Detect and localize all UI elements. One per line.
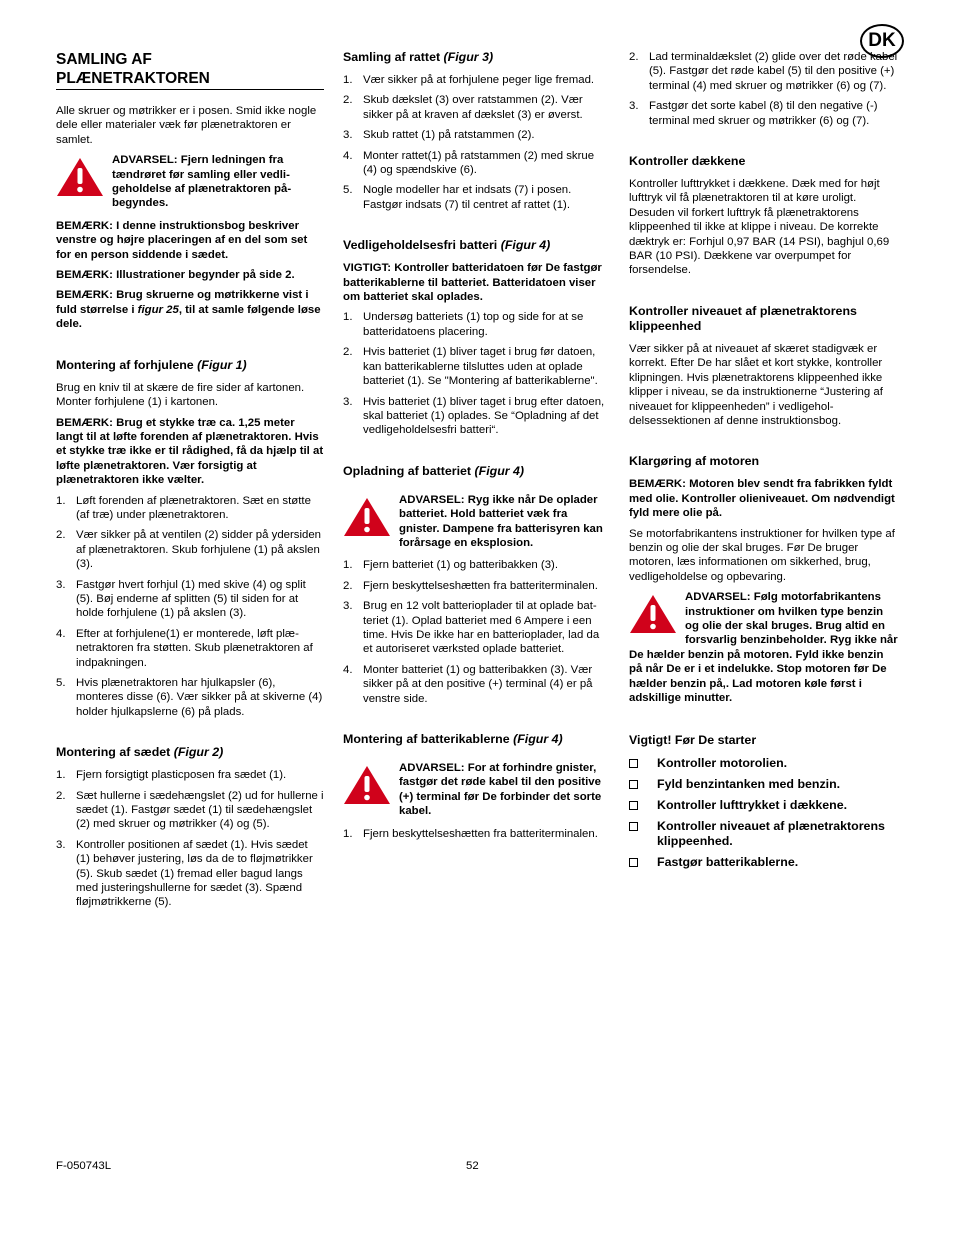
warning-text: ADVARSEL: Fjern ledningen fra tændrøret før samling eller vedligeholdelse af plænetraktoren påbegyndes. (112, 154, 292, 210)
list-item (56, 838, 324, 910)
heading-text: Montering af sædet (56, 745, 174, 760)
checklist-item-text: Fastgør batterikablerne. (657, 855, 799, 870)
warning-triangle-icon (56, 157, 104, 197)
note-screws-text-b: , til at samle følgende løse dele. (56, 303, 321, 331)
engine-text: Se motorfabrikantens instruktioner for hvilken type af benzin og olie der skal bruges. Før De bruger motoren, læs informationen om sikkerhed, brug, vedligeholdelse og opbevaring. (629, 527, 895, 583)
list-item (56, 528, 324, 571)
note-screws-text-a: BEMÆRK: Brug skruerne og møtrikkerne vist i fuld størrelse i (56, 289, 309, 316)
warning-triangle-icon (629, 594, 677, 634)
list-item-number: 3. (343, 600, 353, 613)
list-item-text: Monter batteriet (1) og batteribakken (3). Vær sikker på at den positive (+) terminal (4) er på venstre side. (363, 663, 593, 705)
list-item-number: 3. (343, 395, 353, 408)
list-item-number: 4. (56, 627, 66, 640)
warning-text: ADVARSEL: For at forhindre gnister, fastgør det røde kabel til den positive (+) terminal før De forbinder det sorte kabel. (399, 762, 602, 818)
list-item-text: Lad terminaldækslet (2) glide over det røde kabel (5). Fastgør det røde kabel (5) til den positive (+) terminal (4) med skruer og møtrikker (6) og (7). (649, 51, 898, 92)
battery-cable-steps-continued (629, 50, 899, 128)
section-heading-steering-wheel (343, 50, 611, 65)
section-heading-tires: Kontroller dækkene (629, 154, 746, 169)
note-illustrations: BEMÆRK: Illustrationer begynder på side 2. (56, 269, 295, 282)
front-wheels-intro: Brug en kniv til at skære de fire sider af kartonen. Monter forhjulene (1) i kartonen. (56, 381, 305, 409)
section-heading-battery (343, 238, 611, 253)
list-item (629, 50, 899, 93)
list-item-number: 2. (343, 579, 353, 592)
column-2 (343, 50, 611, 847)
list-item (629, 99, 899, 128)
list-item-text: Fjern beskyttelseshætten fra batteriterminalen. (363, 579, 598, 592)
list-item-text: Vær sikker på at ventilen (2) sidder på ydersiden af plænetraktoren. Skub forhjulene (1) på akslen (3). (76, 529, 322, 571)
column-3 (629, 50, 899, 876)
list-item-text: Skub rattet (1) på ratstammen (2). (363, 129, 535, 142)
warning-block (343, 761, 611, 819)
list-item (343, 579, 611, 593)
checklist-item (629, 819, 899, 849)
list-item-number: 1. (343, 74, 353, 86)
note-screws (56, 288, 324, 331)
list-item-text: Nogle modeller har et indsats (7) i posen. Fastgør indsats (7) til centret af rattet (1). (363, 184, 572, 211)
list-item-number: 2. (343, 346, 353, 359)
checkbox-icon (629, 780, 638, 789)
list-item-number: 2. (56, 789, 66, 802)
list-item-text: Løft forenden af plænetraktoren. Sæt en støtte (af træ) under plænetraktoren. (76, 494, 311, 521)
list-item (343, 128, 611, 142)
tires-text: Kontroller lufttrykket i dækkene. Dæk med for højt lufttryk vil få plænetraktoren til at køre uroligt. Desuden vil forkert lufttryk få plænetraktorens klippeenhed til ikke at klippe i niveau. De korrekte dæktryk er: Forhjul 0,97 BAR (14 PSI), baghjul 0,69 BAR (10 PSI). Dækkene var overpumpet for forsendelse. (629, 178, 890, 277)
list-item-number: 1. (343, 827, 353, 840)
list-item-text: Skub dækslet (3) over ratstammen (2). Vær sikker på at kraven af dækslet (3) er øverst. (363, 94, 583, 121)
heading-text: Montering af batterikablerne (343, 732, 514, 746)
heading-figure-ref: (Figur 3) (443, 50, 494, 64)
charging-steps (343, 558, 611, 706)
list-item-text: Hvis batteriet (1) bliver taget i brug efter datoen, skal batteriet (1) oplades. Se “Opladning af det vedligeholdelsesfri batteri“. (363, 395, 605, 437)
list-item-number: 4. (343, 663, 353, 676)
section-heading-cutting-level: Kontroller niveauet af plænetraktorens klippeenhed (629, 303, 857, 333)
checklist-item-text: Kontroller lufttrykket i dækkene. (657, 798, 848, 813)
list-item (343, 827, 611, 841)
list-item (56, 789, 324, 832)
checkbox-icon (629, 822, 638, 831)
list-item-text: Undersøg batteriets (1) top og side for at se batteridatoens placering. (363, 311, 584, 338)
list-item (343, 345, 611, 388)
heading-figure-ref: (Figur 4) (513, 732, 563, 746)
list-item-text: Vær sikker på at forhjulene peger lige fremad. (363, 74, 595, 86)
warning-text: ADVARSEL: Følg motorfabrikantens instruktioner om hvilken type benzin og olie der skal bruges. Brug altid en forsvarlig benzinbeholder. Ryg ikke når De hælder benzin på motoren. Fyld ikke benzin på når De er i et indelukke. Stop motoren før De hælder benzin på,. Lad motoren køle først i adskillige minutter. (629, 591, 898, 704)
front-wheels-note: BEMÆRK: Brug et stykke træ ca. 1,25 meter langt til at løfte forenden af plænetraktoren. Hvis et stykke træ ikke er til rådighed, få da hjælp til at løfte plænetraktoren. Vær forsigtig at plænetraktoren ikke vælter. (56, 416, 324, 487)
heading-text: Vedligeholdelsesfri batteri (343, 238, 501, 253)
checklist-item-text: Kontroller niveauet af plænetraktorens klippeenhed. (657, 819, 885, 849)
list-item (343, 558, 611, 572)
list-item-number: 5. (343, 184, 353, 197)
checkbox-icon (629, 759, 638, 768)
list-item (56, 676, 324, 719)
front-wheels-steps (56, 494, 324, 720)
checklist-item (629, 798, 899, 813)
list-item (343, 663, 611, 706)
steering-wheel-steps (343, 73, 611, 212)
title-line-1: SAMLING AF (56, 51, 152, 68)
checkbox-icon (629, 858, 638, 867)
checklist-item-text: Kontroller motorolien. (657, 756, 788, 771)
warning-block (56, 153, 324, 211)
list-item (56, 627, 324, 670)
list-item-number: 3. (629, 100, 639, 113)
language-badge: DK (860, 24, 904, 58)
title-line-2: PLÆNETRAKTOREN (56, 70, 210, 87)
list-item-text: Hvis plænetraktoren har hjulkapsler (6), monteres disse (6). Vær sikker på at skiverne (4) holder hjulkapslerne (6) på plads. (76, 677, 323, 718)
list-item (343, 310, 611, 339)
heading-text: Montering af forhjulene (56, 357, 198, 372)
list-item-number: 1. (343, 559, 353, 572)
battery-important-note: VIGTIGT: Kontroller batteridatoen før De fastgør batterikablerne til batteriet. Batteridatoen viser om batteriet skal oplades. (343, 262, 602, 304)
section-heading-battery-cables (343, 732, 611, 747)
section-heading-seat (56, 745, 324, 760)
section-heading-engine: Klargøring af motoren (629, 454, 760, 469)
list-item (343, 149, 611, 178)
page-title (56, 50, 324, 90)
heading-text: Opladning af batteriet (343, 463, 475, 478)
list-item-text: Fjern batteriet (1) og batteribakken (3). (363, 559, 558, 572)
list-item-text: Sæt hullerne i sædehængslet (2) ud for hullerne i sædet (1). Fastgør sædet (1) til sædehængslet (2) med skruer og møtrikker (4) og (5). (76, 789, 324, 831)
warning-triangle-icon (343, 497, 391, 537)
list-item (56, 768, 324, 782)
note-left-right: BEMÆRK: I denne instruktionsbog beskriver venstre og højre placeringen af en del som set for en person siddende i sædet. (56, 219, 308, 261)
battery-cable-steps (343, 827, 611, 841)
list-item (56, 578, 324, 621)
engine-note: BEMÆRK: Motoren blev sendt fra fabrikken fyldt med olie. Kontroller olieniveauet. Om nødvendigt fyld mere olie på. (629, 478, 895, 520)
list-item (343, 73, 611, 87)
list-item-number: 3. (56, 838, 66, 851)
warning-text: ADVARSEL: Ryg ikke når De oplader batteriet. Hold batteriet væk fra gnister. Dampene fra batterisyren kan forårsage en eksplosion. (399, 493, 603, 549)
checklist-item-text: Fyld benzintanken med benzin. (657, 777, 841, 792)
list-item (343, 395, 611, 438)
page-number: 52 (466, 1160, 479, 1172)
document-code: F-050743L (56, 1160, 112, 1172)
checkbox-icon (629, 801, 638, 810)
intro-paragraph: Alle skruer og møtrikker er i posen. Smid ikke nogle dele eller materialer væk før plænetraktoren er samlet. (56, 105, 317, 146)
battery-steps (343, 310, 611, 437)
checklist-item (629, 756, 899, 771)
list-item-text: Kontroller positionen af sædet (1). Hvis sædet (1) behøver justering, løs da de to fløjmøtrikker (5). Skub sædet (1) fremad eller bagud langs med justeringshullerne for sædet (3). Spænd fløjmøtrikkerne (5). (76, 838, 313, 909)
list-item-text: Brug en 12 volt batterioplader til at oplade batteriet (1). Oplad batteriet med 6 Ampere i een time. Hvis De ikke har en batterioplader, lad da et autoriseret værksted oplade batteriet. (363, 600, 600, 656)
checklist-item (629, 777, 899, 792)
list-item-number: 2. (343, 94, 353, 107)
list-item (56, 494, 324, 523)
list-item-number: 1. (56, 769, 66, 782)
list-item-number: 4. (343, 149, 353, 162)
warning-block (629, 590, 899, 705)
list-item-number: 3. (343, 129, 353, 142)
note-screws-fig: figur 25 (137, 303, 179, 316)
warning-block (343, 493, 611, 551)
column-1 (56, 50, 324, 916)
section-heading-front-wheels (56, 358, 324, 373)
checklist-item (629, 855, 899, 870)
list-item-number: 2. (56, 529, 66, 542)
heading-text: Samling af rattet (343, 50, 444, 64)
section-heading-before-start: Vigtigt! Før De starter (629, 733, 757, 748)
list-item-number: 1. (56, 494, 66, 507)
list-item-text: Efter at forhjulene(1) er monterede, løft plænetraktoren fra støtten. Skub plænetraktoren af indpakningen. (76, 627, 313, 669)
list-item (343, 183, 611, 212)
heading-figure-ref: (Figur 2) (173, 745, 224, 760)
list-item-number: 5. (56, 677, 66, 689)
list-item-text: Fastgør hvert forhjul (1) med skive (4) og split (5). Bøj enderne af splitten (5) til siden for at holde forhjulene (1) på akslen (3). (76, 578, 306, 620)
heading-figure-ref: (Figur 4) (474, 463, 525, 478)
list-item-text: Hvis batteriet (1) bliver taget i brug før datoen, kan batterikablerne tilsluttes uden at oplade batteriet (1). Se "Montering af batterikablerne". (363, 346, 598, 388)
list-item-number: 3. (56, 578, 66, 591)
list-item-number: 1. (343, 311, 353, 324)
heading-figure-ref: (Figur 4) (500, 238, 551, 253)
list-item-text: Fastgør det sorte kabel (8) til den negative (-) terminal med skruer og møtrikker (6) og (7). (649, 100, 878, 127)
heading-figure-ref: (Figur 1) (197, 357, 247, 372)
pre-start-checklist (629, 756, 899, 870)
section-heading-charging (343, 464, 611, 479)
list-item-text: Fjern beskyttelseshætten fra batteriterminalen. (363, 827, 598, 840)
list-item-text: Monter rattet(1) på ratstammen (2) med skrue (4) og spændskive (6). (363, 149, 595, 177)
seat-steps (56, 768, 324, 910)
cutting-level-text: Vær sikker på at niveauet af skæret stadigvæk er korrekt. Efter De har slået et kort stykke, kontroller klipningen. Hvis plænetraktorens klippeenhed ikke klipper i niveau, se da instruktionerne “Justering af niveauet for klippeenheden” i vedligeholdelsessektionen af denne instruktionsbog. (629, 342, 883, 427)
list-item (343, 93, 611, 122)
warning-triangle-icon (343, 765, 391, 805)
list-item-number: 2. (629, 51, 639, 63)
list-item-text: Fjern forsigtigt plasticposen fra sædet (1). (76, 769, 287, 782)
list-item (343, 599, 611, 657)
